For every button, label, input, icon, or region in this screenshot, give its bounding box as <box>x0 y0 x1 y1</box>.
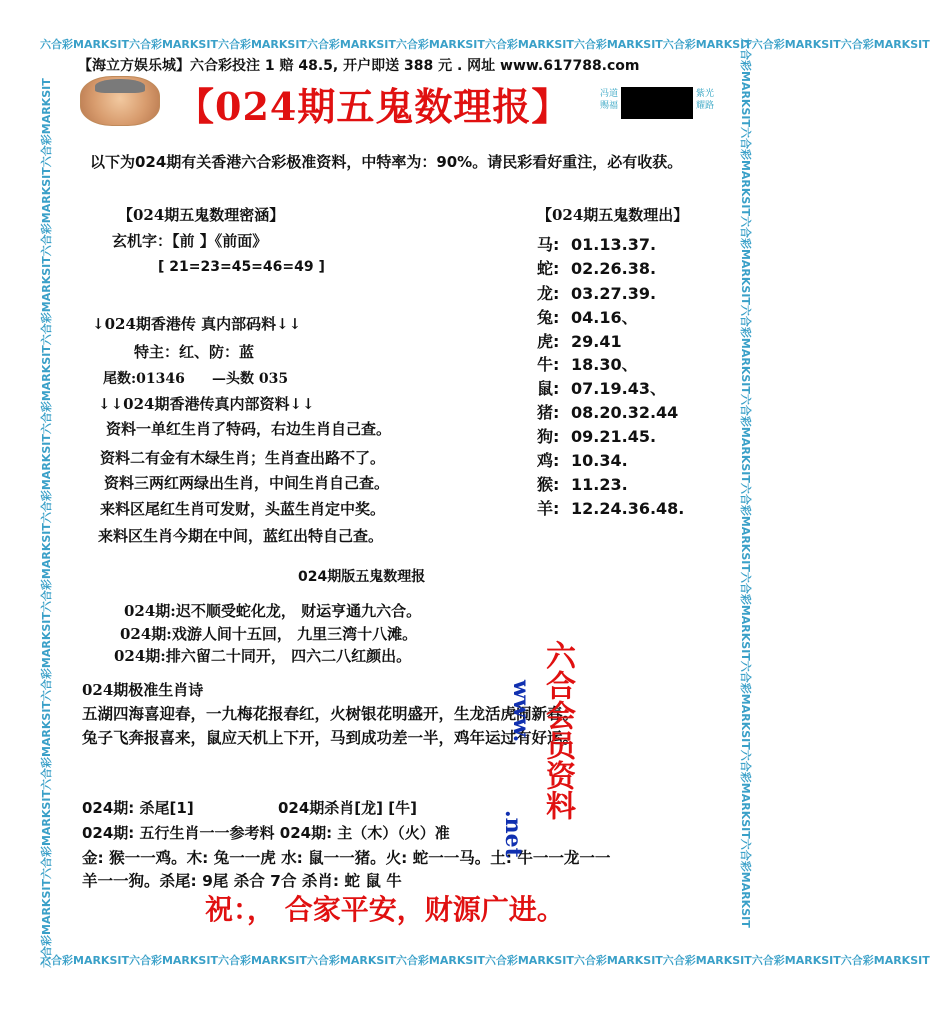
kill-tail: 024期: 杀尾[1] <box>82 799 194 817</box>
zodiac-heading: 【024期五鬼数理出】 <box>537 206 689 224</box>
material-text: 有金有木绿生肖；生肖查出路不了。 <box>145 449 386 467</box>
poem-heading: 024期极准生肖诗 <box>82 681 204 699</box>
border-top: 六合彩MARKSIT六合彩MARKSIT六合彩MARKSIT六合彩MARKSIT六合彩MARKSIT六合彩MARKSIT六合彩MARKSIT六合彩MARKSIT六合彩MARKSIT六合彩MARKSIT <box>40 38 930 51</box>
promo-banner: 【海立方娱乐城】六合彩投注 1 赔 48.5, 开户即送 388 元 . 网址 www.617788.com <box>78 58 640 74</box>
material-text: 两红两绿出生肖，中间生肖自己查。 <box>149 474 390 492</box>
zodiac-row: 猪: 08.20.32.44 <box>537 403 679 422</box>
material-text: 生肖今期在中间，蓝红出特自己查。 <box>143 527 384 545</box>
material-row <box>106 418 391 439</box>
material-text: 单红生肖了特码，右边生肖自己查。 <box>151 420 392 438</box>
material-label: 来料区 <box>98 527 144 545</box>
zodiac-row: 鸡: 10.34. <box>537 451 628 470</box>
stamp-left: 冯道赐福 <box>599 89 618 111</box>
special-color: 特主：红、防：蓝 <box>134 343 255 361</box>
zodiac-row: 猴: 11.23. <box>537 475 628 494</box>
material-text: 尾红生肖可发财，头蓝生肖定中奖。 <box>145 500 386 518</box>
redacted-box <box>621 87 693 119</box>
mystic-word: 玄机字：【前 】《前面》 <box>112 232 268 250</box>
watermark-url-start: www. <box>508 680 534 743</box>
secret-heading: 【024期五鬼数理密涵】 <box>118 206 285 224</box>
watermark-url-end: .net <box>500 810 526 858</box>
zodiac-row: 马: 01.13.37. <box>537 235 657 254</box>
poem-line: 兔子飞奔报喜来，鼠应天机上下开，马到成功差一半，鸡年运过有好运。 <box>82 729 579 747</box>
five-elements: 024期: 五行生肖一一参考料 024期: 主（木）（火）准 <box>82 824 450 842</box>
equation: [ 21=23=45=46=49 ] <box>158 259 325 275</box>
material-label: 资料二 <box>100 449 146 467</box>
insider-heading-2: ↓↓024期香港传真内部资料↓↓ <box>98 395 315 413</box>
material-row <box>104 472 389 493</box>
kill-zodiac: 024期杀肖[龙] [牛] <box>278 799 417 817</box>
blessing: 祝：， 合家平安，财源广进。 <box>205 893 565 926</box>
zodiac-row: 鼠: 07.19.43、 <box>537 379 666 398</box>
zodiac-row: 蛇: 02.26.38. <box>537 259 657 278</box>
verse-line: 024期:迟不顺受蛇化龙， 财运亨通九六合。 <box>124 602 422 620</box>
material-label: 资料一 <box>106 420 152 438</box>
material-row <box>100 498 385 519</box>
zodiac-row: 兔: 04.16、 <box>537 308 638 327</box>
poem-line: 五湖四海喜迎春，一九梅花报春红，火树银花明盛开，生龙活虎闹新春。 <box>82 705 579 723</box>
page-title: 【024期五鬼数理报】 <box>176 84 571 129</box>
zodiac-row: 牛: 18.30、 <box>537 355 638 374</box>
border-bottom: 六合彩MARKSIT六合彩MARKSIT六合彩MARKSIT六合彩MARKSIT六合彩MARKSIT六合彩MARKSIT六合彩MARKSIT六合彩MARKSIT六合彩MARKSIT六合彩MARKSIT <box>40 954 930 967</box>
verse-line: 024期:排六留二十同开， 四六二八红颜出。 <box>114 647 412 665</box>
stamp-right: 紫光耀路 <box>695 89 714 111</box>
elements-line: 羊一一狗。杀尾: 9尾 杀合 7合 杀肖: 蛇 鼠 牛 <box>82 872 402 890</box>
material-row <box>100 447 385 468</box>
material-label: 资料三 <box>104 474 150 492</box>
zodiac-row: 虎: 29.41 <box>537 332 622 351</box>
material-row <box>98 525 383 546</box>
zodiac-row: 龙: 03.27.39. <box>537 284 657 303</box>
zodiac-row: 狗: 09.21.45. <box>537 427 657 446</box>
border-left: 六合彩MARKSIT六合彩MARKSIT六合彩MARKSIT六合彩MARKSIT六合彩MARKSIT六合彩MARKSIT六合彩MARKSIT六合彩MARKSIT六合彩MARKSIT六合彩MARKSIT <box>40 78 53 968</box>
avatar <box>80 76 160 126</box>
insider-heading: ↓024期香港传 真内部码料↓↓ <box>92 315 302 333</box>
zodiac-row: 羊: 12.24.36.48. <box>537 499 685 518</box>
watermark-members: 六合会员资料 <box>540 640 575 820</box>
verse-line: 024期:戏游人间十五回， 九里三湾十八滩。 <box>120 625 418 643</box>
material-label: 来料区 <box>100 500 146 518</box>
tail-numbers: 尾数:01346 <box>103 371 185 387</box>
head-numbers: —头数 035 <box>212 371 289 387</box>
border-right: 六合彩MARKSIT六合彩MARKSIT六合彩MARKSIT六合彩MARKSIT六合彩MARKSIT六合彩MARKSIT六合彩MARKSIT六合彩MARKSIT六合彩MARKSIT六合彩MARKSIT <box>739 38 752 928</box>
elements-line: 金: 猴一一鸡。木: 兔一一虎 水: 鼠一一猪。火: 蛇一一马。土: 牛一一龙一一 <box>82 849 611 867</box>
middle-heading: 024期版五鬼数理报 <box>298 569 426 585</box>
intro-text: 以下为024期有关香港六合彩极准资料，中特率为：90%。请民彩看好重注，必有收获。 <box>90 153 683 171</box>
